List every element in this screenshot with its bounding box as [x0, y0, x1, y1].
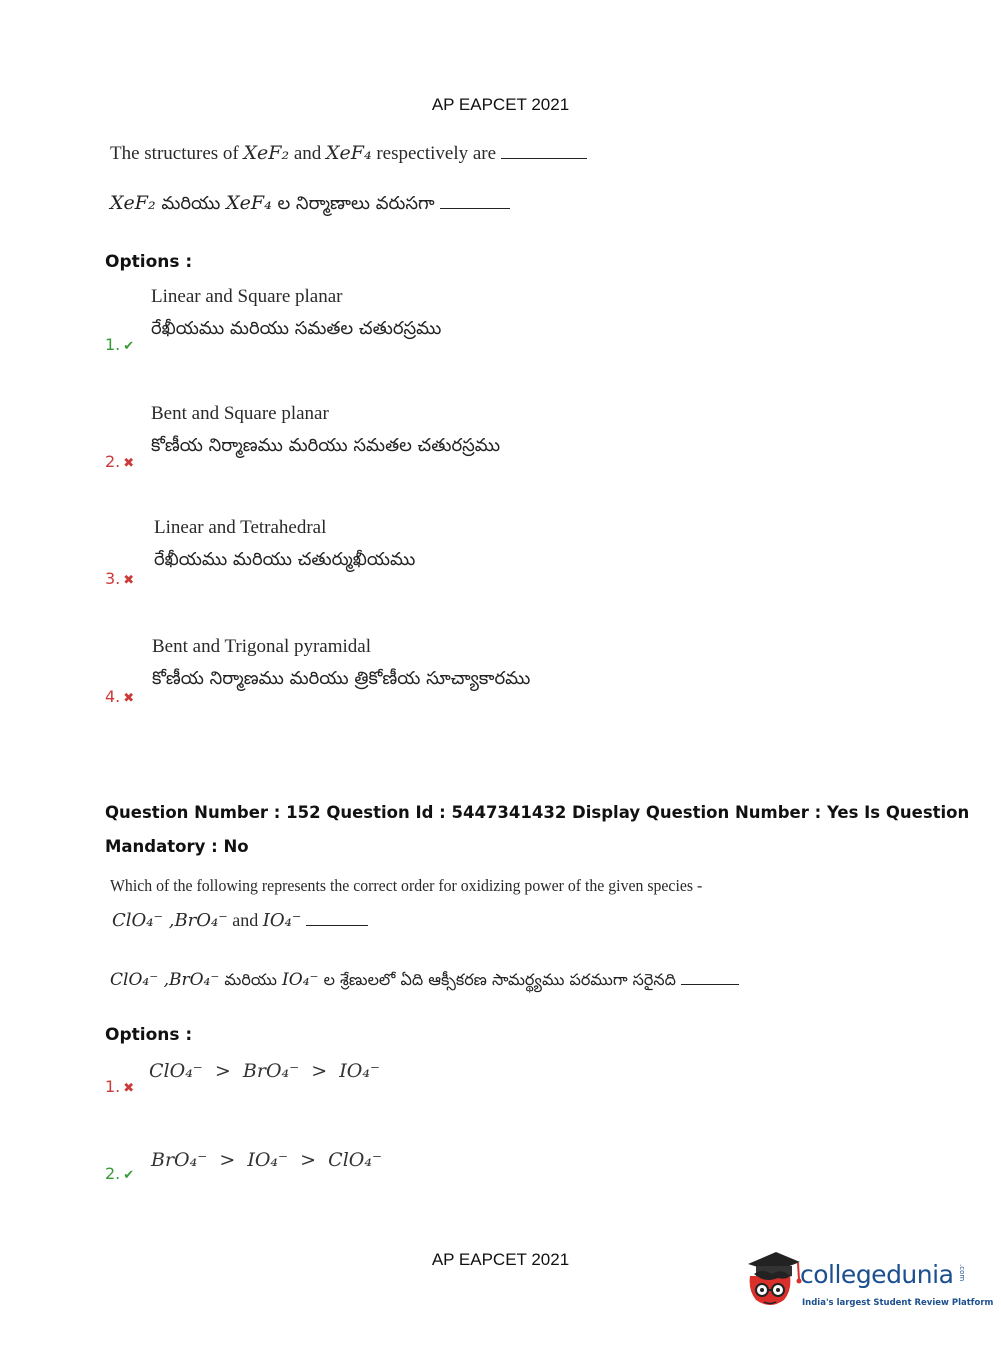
q2-te-and: మరియు — [224, 970, 277, 989]
q2-answer-blank — [306, 925, 368, 926]
q2-te-species: ClO₄⁻ ,BrO₄⁻ — [110, 970, 220, 990]
q1-te-formula-xef4: XeF₄ — [226, 192, 272, 214]
q2-option-2-expression: BrO₄⁻ > IO₄⁻ > ClO₄⁻ — [151, 1149, 382, 1171]
q1-english-stem — [110, 142, 587, 165]
q1-option-3-telugu: రేఖీయము మరియు చతుర్ముఖీయము — [154, 549, 416, 570]
q2-english-stem: Which of the following represents the correct order for oxidizing power of the given species - — [110, 876, 703, 895]
q1-option-4-number — [105, 687, 134, 706]
q2-meta-line-1: Question Number : 152 Question Id : 5447341432 Display Question Number : Yes Is Question — [105, 803, 970, 822]
page-footer: AP EAPCET 2021 — [431, 1250, 570, 1269]
q2-option-1-num: 1. — [105, 1077, 121, 1096]
q1-formula-xef4: XeF₄ — [326, 142, 372, 164]
q1-option-3-number — [105, 569, 134, 588]
q1-telugu-stem — [110, 192, 510, 218]
q2-options-label: Options : — [105, 1025, 193, 1045]
q1-stem-tail: respectively are — [376, 143, 497, 164]
q2-meta-line-2: Mandatory : No — [105, 837, 249, 856]
q2-te-tail: ల శ్రేణులలో ఏది ఆక్సీకరణ సామర్థ్యము పరముగా సరైనది — [323, 970, 676, 989]
q2-option-1-expression: ClO₄⁻ > BrO₄⁻ > IO₄⁻ — [149, 1060, 380, 1082]
q2-option-2-number — [105, 1164, 134, 1183]
collegedunia-logo — [742, 1250, 994, 1320]
q1-option-1-number — [105, 335, 134, 354]
q2-te-last: IO₄⁻ — [282, 970, 319, 990]
q1-te-formula-xef2: XeF₂ — [110, 192, 156, 214]
q1-option-1-telugu: రేఖీయము మరియు సమతల చతురస్రము — [151, 318, 442, 339]
q2-species-line — [112, 910, 368, 931]
q2-option-2-num: 2. — [105, 1164, 121, 1183]
q1-option-3-english: Linear and Tetrahedral — [154, 517, 327, 538]
q1-option-2-num: 2. — [105, 452, 121, 471]
q1-option-2-english: Bent and Square planar — [151, 403, 329, 424]
logo-tagline: India's largest Student Review Platform — [802, 1298, 994, 1308]
q1-option-2-number — [105, 452, 134, 471]
q1-option-4-num: 4. — [105, 687, 121, 706]
q1-te-tail: ల నిర్మాణాలు వరుసగా — [277, 193, 435, 214]
q2-species-last: IO₄⁻ — [262, 910, 302, 931]
q2-species-and: and — [232, 910, 259, 930]
q1-option-1-english: Linear and Square planar — [151, 286, 343, 307]
q1-option-4-english: Bent and Trigonal pyramidal — [152, 636, 372, 657]
cross-icon: ✖ — [123, 691, 135, 706]
mascot-icon — [742, 1250, 802, 1320]
q1-option-2-telugu: కోణీయ నిర్మాణము మరియు సమతల చతురస్రము — [151, 435, 501, 456]
page-header: AP EAPCET 2021 — [431, 95, 570, 114]
q1-options-label: Options : — [105, 252, 193, 272]
logo-com-suffix: .com — [958, 1264, 966, 1282]
q1-stem-text: The structures of — [110, 143, 239, 164]
check-icon: ✔ — [123, 1168, 135, 1183]
cross-icon: ✖ — [123, 456, 135, 471]
q1-stem-and: and — [293, 143, 322, 164]
q2-species-formulas: ClO₄⁻ ,BrO₄⁻ — [112, 910, 228, 931]
q1-answer-blank — [501, 158, 587, 159]
q2-te-answer-blank — [681, 984, 739, 985]
check-icon: ✔ — [123, 339, 135, 354]
q1-te-answer-blank — [440, 208, 510, 209]
q1-te-and: మరియు — [161, 193, 221, 214]
cross-icon: ✖ — [123, 573, 135, 588]
cross-icon: ✖ — [123, 1081, 135, 1096]
q1-option-4-telugu: కోణీయ నిర్మాణము మరియు త్రికోణీయ సూచ్యాకారము — [152, 668, 531, 689]
q2-telugu-stem — [110, 970, 739, 993]
q1-option-3-num: 3. — [105, 569, 121, 588]
q1-option-1-num: 1. — [105, 335, 121, 354]
q1-formula-xef2: XeF₂ — [243, 142, 290, 164]
logo-wordmark: collegedunia — [800, 1260, 954, 1289]
q2-option-1-number — [105, 1077, 134, 1096]
